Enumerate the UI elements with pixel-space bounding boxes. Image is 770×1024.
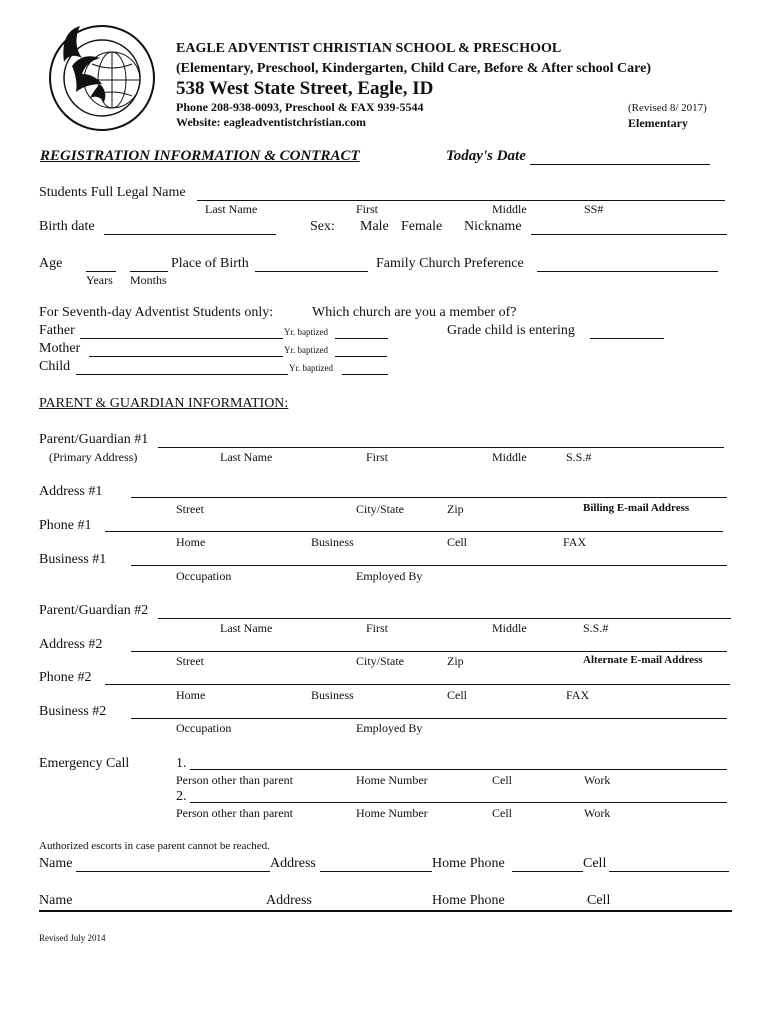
sex-label: Sex: [310, 219, 335, 234]
which-church-label: Which church are you a member of? [312, 305, 517, 320]
sex-male-option[interactable]: Male [360, 219, 389, 234]
father-input[interactable] [80, 324, 283, 339]
student-name-input[interactable] [197, 186, 725, 201]
grade-label: Grade child is entering [447, 323, 575, 338]
escort2-name-label: Name [39, 893, 73, 908]
mother-yr-baptized-input[interactable] [335, 342, 387, 357]
school-programs: (Elementary, Preschool, Kindergarten, Child Care, Before & After school Care) [176, 61, 652, 76]
business2-input[interactable] [131, 704, 727, 719]
primary-address-caption: (Primary Address) [49, 450, 138, 464]
sda-heading: For Seventh-day Adventist Students only: [39, 305, 274, 320]
escorts-note: Authorized escorts in case parent cannot be reached. [39, 840, 270, 852]
father-yr-baptized-input[interactable] [335, 324, 388, 339]
mother-yr-baptized-label: Yr. baptized [284, 345, 328, 355]
guardian1-middle-caption: Middle [492, 450, 527, 464]
business1-occupation-caption: Occupation [176, 569, 232, 583]
age-months-input[interactable] [130, 257, 168, 272]
phone2-cell-caption: Cell [447, 688, 467, 702]
footer-revised: Revised July 2014 [39, 933, 106, 943]
guardian1-label: Parent/Guardian #1 [39, 432, 149, 447]
child-label: Child [39, 359, 71, 374]
phone1-cell-caption: Cell [447, 535, 467, 549]
mother-input[interactable] [89, 342, 283, 357]
place-of-birth-input[interactable] [255, 257, 368, 272]
escort1-address-label: Address [270, 856, 316, 871]
school-phone: Phone 208-938-0093, Preschool & FAX 939-5544 [176, 100, 424, 114]
guardian2-last-name-caption: Last Name [220, 621, 273, 635]
nickname-input[interactable] [531, 220, 727, 235]
address2-label: Address #2 [39, 637, 103, 652]
address1-label: Address #1 [39, 484, 103, 499]
address2-city-caption: City/State [356, 654, 404, 668]
address2-zip-caption: Zip [447, 654, 464, 668]
phone2-fax-caption: FAX [566, 688, 590, 702]
emergency-label: Emergency Call [39, 756, 130, 771]
school-name: EAGLE ADVENTIST CHRISTIAN SCHOOL & PRESCHOOL [176, 41, 562, 56]
business1-label: Business #1 [39, 552, 107, 567]
years-caption: Years [86, 273, 113, 287]
revised-date: (Revised 8/ 2017) [628, 102, 707, 114]
address1-zip-caption: Zip [447, 502, 464, 516]
escort2-address-label: Address [266, 893, 312, 908]
school-logo [42, 22, 160, 134]
escort1-address-input[interactable] [320, 857, 432, 872]
emergency1-person-caption: Person other than parent [176, 773, 293, 787]
student-first-caption: First [356, 202, 379, 216]
guardian2-middle-caption: Middle [492, 621, 527, 635]
business1-input[interactable] [131, 551, 727, 566]
alternate-email-caption: Alternate E-mail Address [583, 654, 703, 666]
business2-label: Business #2 [39, 704, 107, 719]
phone1-fax-caption: FAX [563, 535, 587, 549]
emergency-contact1-input[interactable] [190, 755, 727, 770]
church-preference-label: Family Church Preference [376, 256, 524, 271]
escort1-name-label: Name [39, 856, 73, 871]
todays-date-label: Today's Date [446, 148, 526, 164]
birth-date-input[interactable] [104, 220, 276, 235]
todays-date-input[interactable] [530, 150, 710, 165]
place-of-birth-label: Place of Birth [171, 256, 249, 271]
child-yr-baptized-label: Yr. baptized [289, 363, 333, 373]
emergency1-home-caption: Home Number [356, 773, 428, 787]
billing-email-caption: Billing E-mail Address [583, 502, 690, 514]
guardian2-label: Parent/Guardian #2 [39, 603, 149, 618]
emergency2-work-caption: Work [584, 806, 611, 820]
escort1-cell-input[interactable] [609, 857, 729, 872]
grade-input[interactable] [590, 324, 664, 339]
business1-employed-caption: Employed By [356, 569, 423, 583]
school-level: Elementary [628, 116, 688, 130]
address1-city-caption: City/State [356, 502, 404, 516]
church-preference-input[interactable] [537, 257, 718, 272]
birth-date-label: Birth date [39, 219, 95, 234]
mother-label: Mother [39, 341, 81, 356]
escort1-name-input[interactable] [76, 857, 270, 872]
emergency1-cell-caption: Cell [492, 773, 512, 787]
father-label: Father [39, 323, 75, 338]
guardian1-first-caption: First [366, 450, 389, 464]
school-website: Website: eagleadventistchristian.com [176, 115, 366, 129]
emergency-one-marker: 1. [176, 756, 187, 771]
months-caption: Months [130, 273, 167, 287]
student-middle-caption: Middle [492, 202, 527, 216]
guardian1-ss-caption: S.S.# [566, 450, 592, 464]
phone1-business-caption: Business [311, 535, 354, 549]
father-yr-baptized-label: Yr. baptized [284, 327, 328, 337]
phone2-label: Phone #2 [39, 670, 92, 685]
phone1-label: Phone #1 [39, 518, 92, 533]
guardian1-last-name-caption: Last Name [220, 450, 273, 464]
student-last-name-caption: Last Name [205, 202, 258, 216]
child-yr-baptized-input[interactable] [342, 360, 388, 375]
age-label: Age [39, 256, 63, 271]
business2-employed-caption: Employed By [356, 721, 423, 735]
guardian2-name-input[interactable] [158, 604, 731, 619]
student-name-label: Students Full Legal Name [39, 185, 186, 200]
emergency2-home-caption: Home Number [356, 806, 428, 820]
escort1-home-phone-label: Home Phone [432, 856, 505, 871]
escort1-home-phone-input[interactable] [512, 857, 583, 872]
student-ss-caption: SS# [584, 202, 604, 216]
sex-female-option[interactable]: Female [401, 219, 443, 234]
phone2-business-caption: Business [311, 688, 354, 702]
emergency-two-marker: 2. [176, 789, 187, 804]
parent-section-heading: PARENT & GUARDIAN INFORMATION: [39, 396, 289, 411]
emergency-contact2-input[interactable] [190, 788, 727, 803]
guardian1-name-input[interactable] [158, 433, 724, 448]
emergency2-person-caption: Person other than parent [176, 806, 293, 820]
emergency2-cell-caption: Cell [492, 806, 512, 820]
address1-street-caption: Street [176, 502, 204, 516]
age-years-input[interactable] [86, 257, 116, 272]
child-input[interactable] [76, 360, 288, 375]
phone1-home-caption: Home [176, 535, 206, 549]
form-title: REGISTRATION INFORMATION & CONTRACT [40, 148, 360, 164]
guardian2-first-caption: First [366, 621, 389, 635]
guardian2-ss-caption: S.S.# [583, 621, 609, 635]
phone2-input[interactable] [105, 670, 730, 685]
address2-street-caption: Street [176, 654, 204, 668]
address2-input[interactable] [131, 637, 727, 652]
phone1-input[interactable] [105, 517, 723, 532]
phone2-home-caption: Home [176, 688, 206, 702]
escort2-line[interactable] [39, 910, 732, 912]
address1-input[interactable] [131, 483, 727, 498]
nickname-label: Nickname [464, 219, 522, 234]
escort2-home-phone-label: Home Phone [432, 893, 505, 908]
escort2-cell-label: Cell [587, 893, 611, 908]
business2-occupation-caption: Occupation [176, 721, 232, 735]
school-address: 538 West State Street, Eagle, ID [176, 78, 434, 99]
escort1-cell-label: Cell [583, 856, 607, 871]
emergency1-work-caption: Work [584, 773, 611, 787]
